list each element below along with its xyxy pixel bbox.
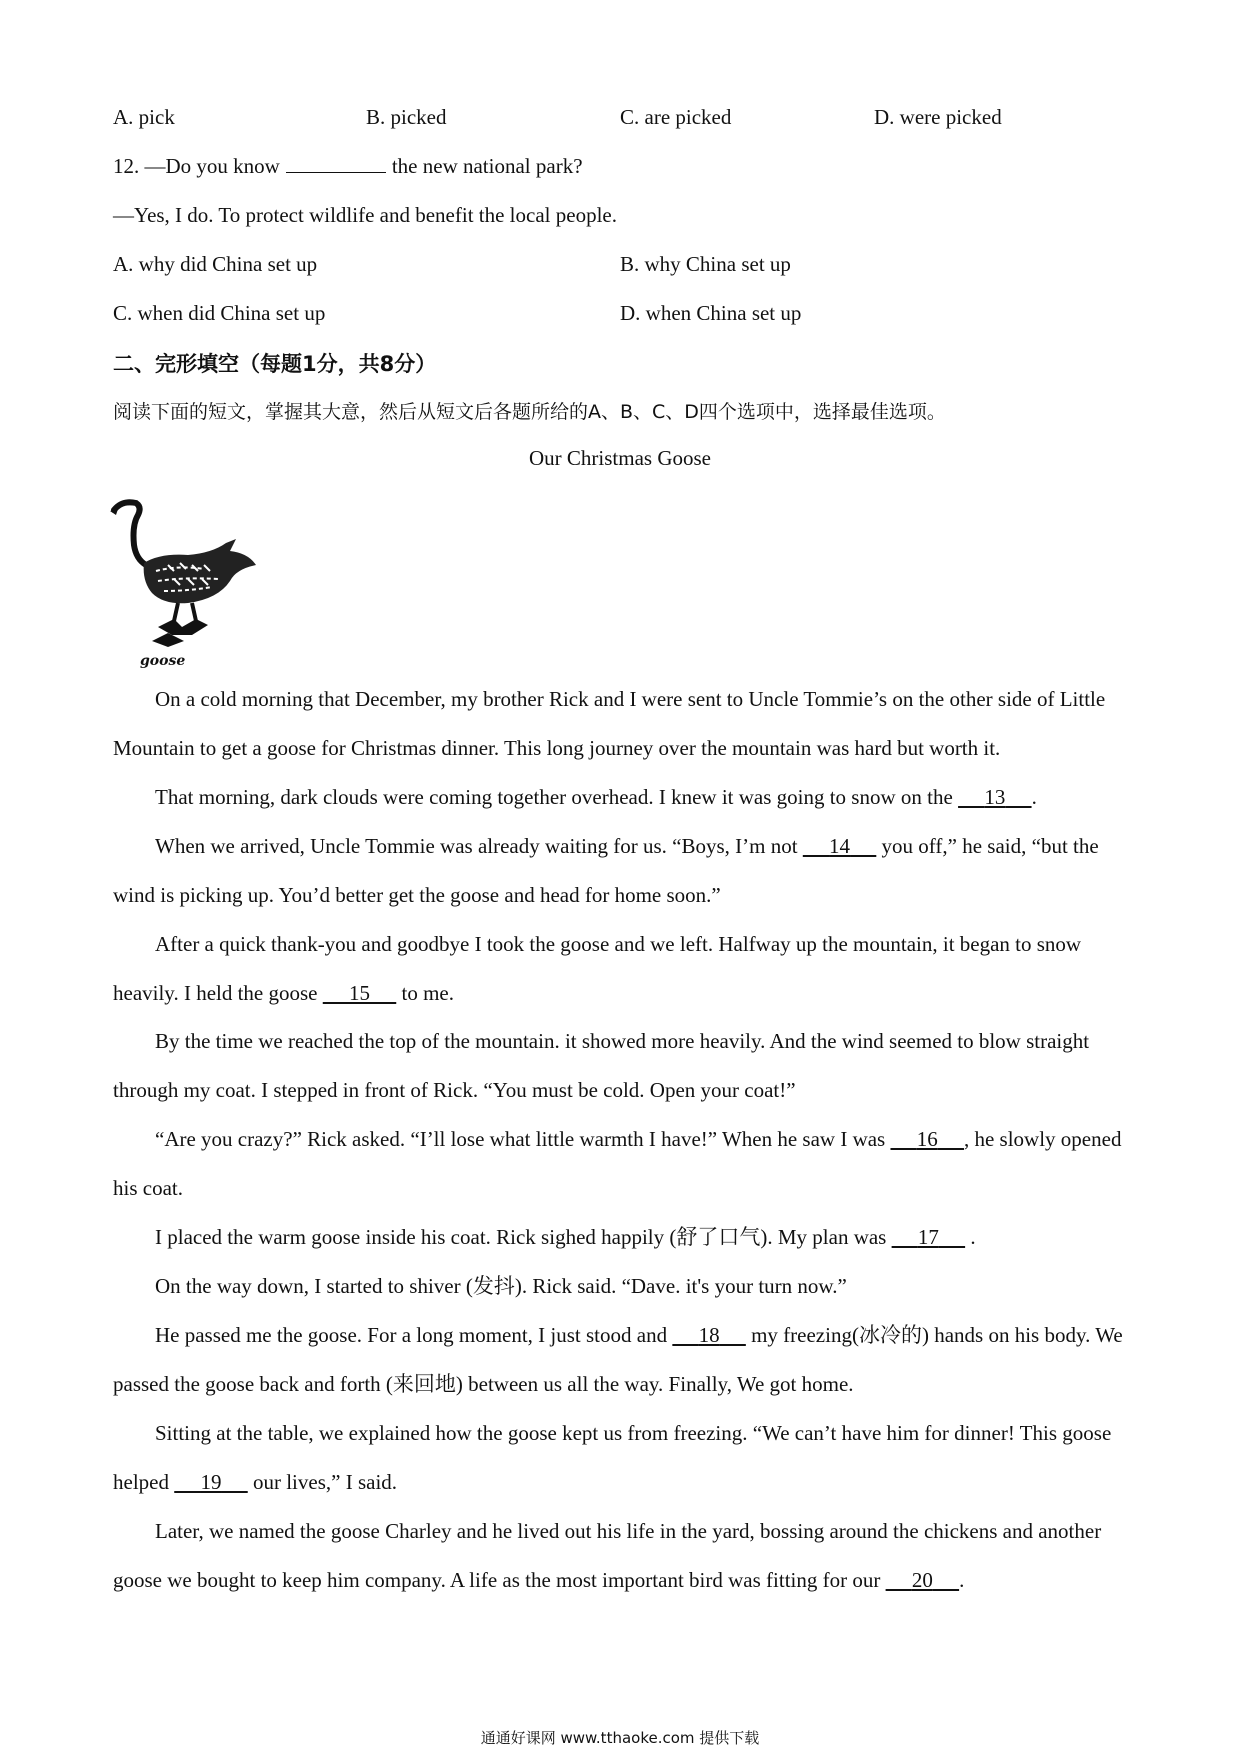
q12-blank xyxy=(286,152,386,173)
paragraph-1-text: On a cold morning that December, my brother Rick and I were sent to Uncle Tommie’s on the other side of Little Mountain to get a goose for Christmas dinner. This long journey over the mountain was hard but worth it. xyxy=(113,687,1106,760)
paragraph-8-text: On the way down, I started to shiver (发抖). Rick said. “Dave. it's your turn now.” xyxy=(155,1274,847,1298)
q11-option-b: B. picked xyxy=(366,105,447,129)
paragraph-3-text-2: you off,” he said, “but the wind is picking up. You’d better get the goose and head for home soon.” xyxy=(113,834,1099,907)
paragraph-11: Later, we named the goose Charley and he lived out his life in the yard, bossing around the chickens and another goose we bought to keep him company. A life as the most important bird was fitting for our 20 . xyxy=(113,1507,1133,1605)
q12-stem xyxy=(113,152,583,180)
paragraph-6-text: “Are you crazy?” Rick asked. “I’ll lose what little warmth I have!” When he saw I was xyxy=(155,1127,886,1151)
paragraph-9-text: He passed me the goose. For a long moment, I just stood and xyxy=(155,1323,668,1347)
page-footer: 通通好课网 www.tthaoke.com 提供下载 xyxy=(480,1729,760,1747)
paragraph-10 xyxy=(113,1409,1133,1507)
blank-15[interactable]: 15 xyxy=(349,981,370,1005)
section-heading: 二、完形填空（每题1分，共8分） xyxy=(113,352,437,376)
paragraph-3 xyxy=(113,822,1133,920)
blank-20[interactable]: 20 xyxy=(911,1568,933,1592)
q12-answer-line: —Yes, I do. To protect wildlife and benefit the local people. xyxy=(113,203,617,227)
paragraph-9 xyxy=(113,1311,1133,1409)
q12-option-c: C. when did China set up xyxy=(113,301,326,325)
paragraph-10-text-2: our lives,” I said. xyxy=(252,1470,398,1494)
paragraph-4-text: After a quick thank-you and goodbye I took the goose and we left. Halfway up the mountain, it began to snow heavily. I held the goose xyxy=(113,932,1082,1005)
q11-option-d: D. were picked xyxy=(874,105,1002,129)
q12-option-b: B. why China set up xyxy=(620,252,791,276)
paragraph-3-text: When we arrived, Uncle Tommie was already waiting for us. “Boys, I’m not xyxy=(155,834,798,858)
passage-title: Our Christmas Goose xyxy=(529,446,711,470)
q12-stem-after: the new national park? xyxy=(391,154,583,178)
paragraph-5 xyxy=(113,1017,1133,1115)
q11-option-c: C. are picked xyxy=(620,105,732,129)
q11-option-a: A. pick xyxy=(113,105,175,129)
section-instruction: 阅读下面的短文，掌握其大意，然后从短文后各题所给的A、B、C、D四个选项中，选择最佳选项。 xyxy=(113,401,946,423)
paragraph-1 xyxy=(113,675,1133,773)
paragraph-11-text: Later, we named the goose Charley and he lived out his life in the yard, bossing around the chickens and another goose we bought to keep him company. A life as the most important bird was fitting for our xyxy=(113,1519,1102,1592)
paragraph-2-text: That morning, dark clouds were coming together overhead. I knew it was going to snow on the xyxy=(155,785,953,809)
paragraph-2: That morning, dark clouds were coming together overhead. I knew it was going to snow on the 13 . xyxy=(113,773,1133,822)
blank-19[interactable]: 19 xyxy=(200,1470,222,1494)
paragraph-6: “Are you crazy?” Rick asked. “I’ll lose what little warmth I have!” When he saw I was 16 , he slowly opened his coat. xyxy=(113,1115,1133,1213)
paragraph-10-text: Sitting at the table, we explained how the goose kept us from freezing. “We can’t have him for dinner! This goose helped xyxy=(113,1421,1112,1494)
blank-18[interactable]: 18 xyxy=(698,1323,720,1347)
goose-illustration xyxy=(108,495,258,670)
blank-13[interactable]: 13 xyxy=(984,785,1006,809)
paragraph-7: I placed the warm goose inside his coat. Rick sighed happily (舒了口气). My plan was 17 . xyxy=(113,1213,1133,1262)
blank-16[interactable]: 16 xyxy=(916,1127,938,1151)
q12-option-d: D. when China set up xyxy=(620,301,802,325)
blank-17[interactable]: 17 xyxy=(917,1225,939,1249)
q12-stem-before: 12. —Do you know xyxy=(113,154,280,178)
paragraph-8 xyxy=(113,1262,1133,1311)
paragraph-7-text: I placed the warm goose inside his coat. Rick sighed happily (舒了口气). My plan was xyxy=(155,1225,887,1249)
blank-14[interactable]: 14 xyxy=(829,834,851,858)
goose-caption: goose xyxy=(140,653,186,669)
q12-option-a: A. why did China set up xyxy=(113,252,318,276)
paragraph-5-text: By the time we reached the top of the mountain. it showed more heavily. And the wind seemed to blow straight through my coat. I stepped in front of Rick. “You must be cold. Open your coat!” xyxy=(113,1029,1090,1102)
paragraph-9-text-2: my freezing(冰冷的) hands on his body. We passed the goose back and forth (来回地) between us all the way. Finally, We got home. xyxy=(113,1323,1123,1396)
paragraph-4: After a quick thank-you and goodbye I took the goose and we left. Halfway up the mountain, it began to snow heavily. I held the goose 15 to me. xyxy=(113,920,1133,1018)
